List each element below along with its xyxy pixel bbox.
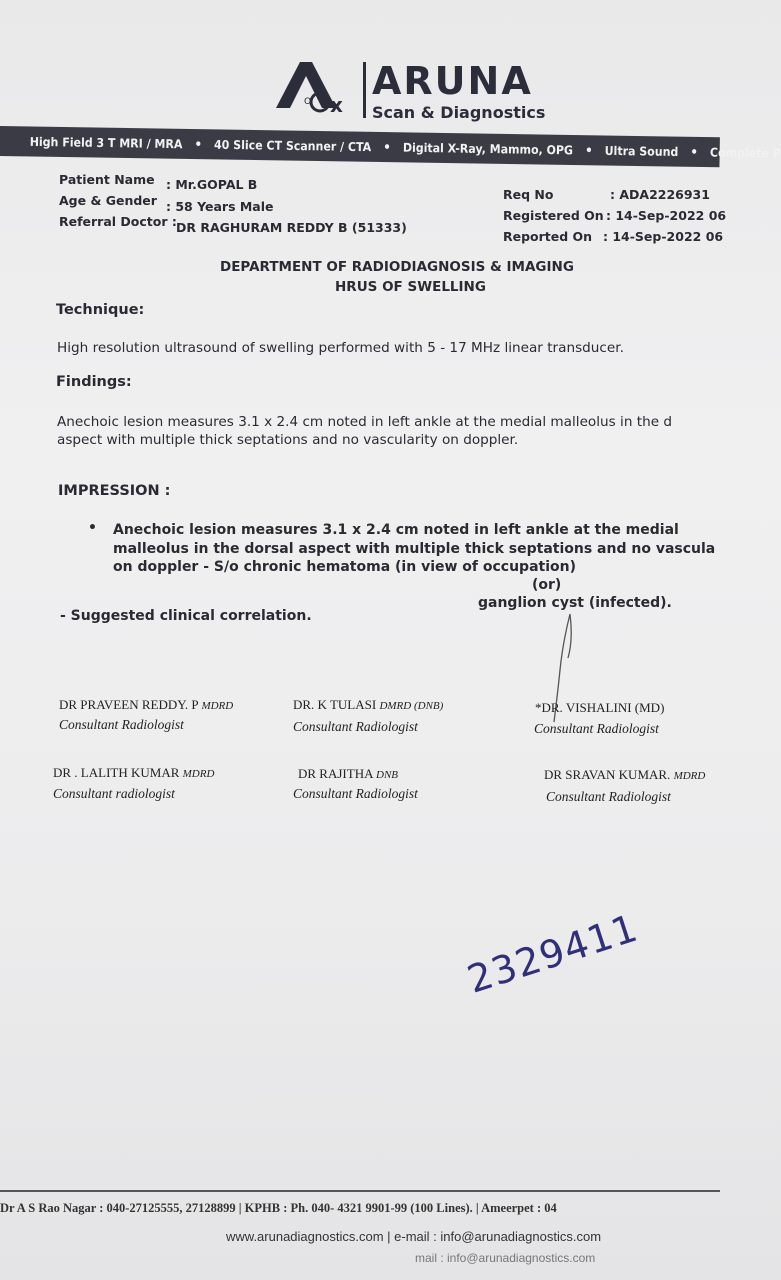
doctor-name-praveen: DR PRAVEEN REDDY. P MDRD [59,697,234,712]
handwritten-number: 2329411 [462,905,644,1002]
service-item: Ultra Sound [604,143,679,159]
findings-line-2: aspect with multiple thick septations and no vascularity on doppler. [57,432,519,448]
band-separator: • [383,139,392,155]
doctor-title-praveen: Consultant Radiologist [59,717,184,732]
patient-name-value: : Mr.GOPAL B [166,177,258,192]
website-link[interactable]: www.arunadiagnostics.com [226,1229,384,1244]
findings-line-1: Anechoic lesion measures 3.1 x 2.4 cm noted in left ankle at the medial malleolus in the d [57,414,673,430]
referral-doctor-value: DR RAGHURAM REDDY B (51333) [176,220,407,235]
impression-line-2: malleolus in the dorsal aspect with multiple thick septations and no vascula [113,541,716,557]
services-band [0,126,781,167]
svg-text:x: x [330,93,343,117]
doctor-name-lalith: DR . LALITH KUMAR MDRD [53,765,215,780]
doctor-name-vishalini: *DR. VISHALINI (MD) [535,700,665,715]
doctor-name-rajitha: DR RAJITHA DNB [298,766,399,781]
doctor-title-tulasi: Consultant Radiologist [293,719,418,734]
referral-doctor-label: Referral Doctor : [59,214,177,229]
service-item: High Field 3 T MRI / MRA [29,134,183,152]
brand-name: ARUNA [372,59,533,103]
footer-divider [0,1190,720,1192]
technique-text: High resolution ultrasound of swelling performed with 5 - 17 MHz linear transducer. [57,340,624,356]
impression-heading: IMPRESSION : [58,483,171,499]
doctor-title-sravan: Consultant Radiologist [546,789,671,804]
req-no-value: : ADA2226931 [610,187,710,202]
doctor-name-sravan: DR SRAVAN KUMAR. MDRD [544,767,706,782]
brand-subtitle: Scan & Diagnostics [372,103,546,122]
footer-contacts: Dr A S Rao Nagar : 040-27125555, 27128899 | KPHB : Ph. 040- 4321 9901-99 (100 Lines). | Ameerpet : 04 [0,1201,557,1215]
footer-website [226,1229,601,1244]
email-link[interactable]: e-mail : info@arunadiagnostics.com [394,1229,602,1244]
footer-faded-email: mail : info@arunadiagnostics.com [415,1251,596,1265]
logo-divider [363,62,366,118]
reported-on-value: : 14-Sep-2022 06 [603,229,724,244]
svg-text:O: O [304,97,312,107]
impression-or: (or) [532,577,562,593]
registered-on-value: : 14-Sep-2022 06 [606,208,727,223]
service-item: 40 Slice CT Scanner / CTA [213,137,372,154]
service-item: Digital X-Ray, Mammo, OPG [402,140,574,158]
suggestion-text: - Suggested clinical correlation. [60,608,312,624]
aruna-logo-icon [272,58,352,116]
doctor-name-tulasi: DR. K TULASI DMRD (DNB) [293,697,444,712]
findings-heading: Findings: [56,374,132,390]
service-item: Complete P [709,145,781,161]
reported-on-label: Reported On [503,229,593,244]
doctor-title-vishalini: Consultant Radiologist [534,721,659,736]
age-gender-label: Age & Gender [59,193,157,208]
department-title: DEPARTMENT OF RADIODIAGNOSIS & IMAGING [220,259,574,275]
impression-alternative: ganglion cyst (infected). [478,595,672,611]
band-separator: • [690,144,699,160]
req-no-label: Req No [503,187,554,202]
study-title: HRUS OF SWELLING [335,279,486,295]
band-separator: • [194,136,203,152]
footer-separator: | [387,1229,391,1244]
impression-bullet: • [88,520,97,536]
impression-line-3: on doppler - S/o chronic hematoma (in view of occupation) [113,559,577,575]
doctor-title-rajitha: Consultant Radiologist [293,786,418,801]
age-gender-value: : 58 Years Male [166,199,274,214]
band-separator: • [584,142,593,159]
technique-heading: Technique: [56,302,145,318]
doctor-title-lalith: Consultant radiologist [53,786,175,801]
impression-line-1: Anechoic lesion measures 3.1 x 2.4 cm noted in left ankle at the medial [113,522,679,538]
patient-name-label: Patient Name [59,172,155,187]
registered-on-label: Registered On [503,208,604,223]
